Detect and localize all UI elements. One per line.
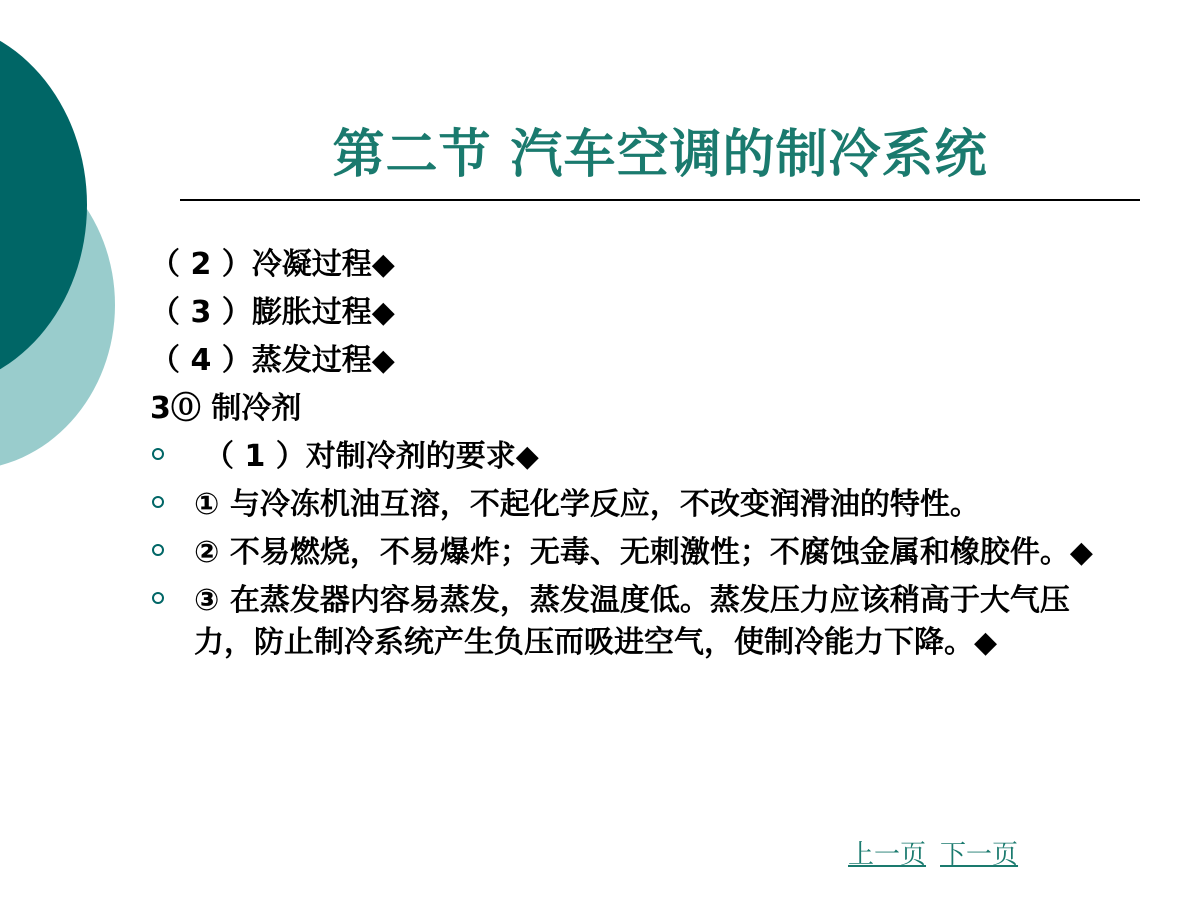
prev-page-link[interactable]: 上一页 — [848, 840, 927, 870]
bullet-item — [150, 580, 1114, 664]
section-heading-refrigerant: 3⓪ 制冷剂 — [150, 391, 302, 426]
bullet-text: （ 1 ）对制冷剂的要求◆ — [204, 439, 539, 474]
process-line-expansion: （ 3 ）膨胀过程◆ — [150, 295, 395, 330]
bullet-item — [150, 436, 1140, 478]
bullet-text: ① 与冷冻机油互溶，不起化学反应，不改变润滑油的特性。 — [194, 487, 980, 522]
hollow-circle-bullet-icon — [152, 544, 164, 556]
bullet-text: ② 不易燃烧，不易爆炸；无毒、无刺激性；不腐蚀金属和橡胶件。◆ — [194, 535, 1093, 570]
bullet-item — [150, 484, 1140, 526]
slide-title: 第二节 汽车空调的制冷系统 — [332, 125, 988, 185]
process-line-evaporation: （ 4 ）蒸发过程◆ — [150, 343, 395, 378]
bullet-item — [150, 532, 1114, 574]
hollow-circle-bullet-icon — [152, 496, 164, 508]
hollow-circle-bullet-icon — [152, 592, 164, 604]
title-divider — [180, 199, 1140, 201]
slide-content — [150, 244, 1140, 670]
slide-navigation — [848, 834, 1018, 871]
hollow-circle-bullet-icon — [152, 448, 164, 460]
next-page-link[interactable]: 下一页 — [940, 840, 1019, 870]
process-line-condensation: （ 2 ）冷凝过程◆ — [150, 247, 395, 282]
bullet-text: ③ 在蒸发器内容易蒸发，蒸发温度低。蒸发压力应该稍高于大气压力，防止制冷系统产生负压而吸进空气，使制冷能力下降。◆ — [194, 583, 1070, 660]
